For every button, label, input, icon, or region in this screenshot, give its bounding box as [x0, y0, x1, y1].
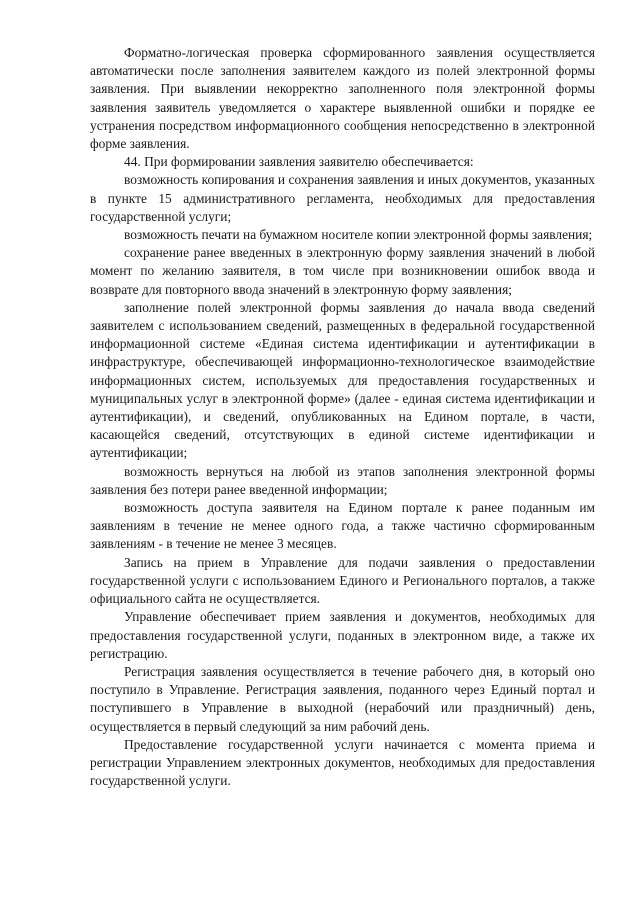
paragraph-item-44: 44. При формировании заявления заявителю обеспечивается:	[124, 154, 474, 170]
paragraph-appointment: Запись на прием в Управление для подачи заявления о предоставлении государственной услуги с использованием Единого и Регионального порталов, а также официального сайта не осуществляется.	[90, 554, 595, 607]
paragraph-return-step: возможность вернуться на любой из этапов заполнения электронной формы заявления без потери ранее введенной информации;	[90, 463, 595, 497]
paragraph-format-check: Форматно-логическая проверка сформированного заявления осуществляется автоматически после заполнения заявителем каждого из полей электронной формы заявления. При выявлении некорректно заполненного поля электронной формы заявления заявитель уведомляется о характере выявленной ошибки и порядке ее устранения посредством информационного сообщения непосредственно в электронной форме заявления.	[90, 45, 595, 152]
paragraph-save-values: сохранение ранее введенных в электронную форму заявления значений в любой момент по желанию заявителя, в том числе при возникновении ошибок ввода и возврате для повторного ввода значений в электронную форму заявления;	[90, 245, 595, 297]
paragraph-registration: Регистрация заявления осуществляется в течение рабочего дня, в который оно поступило в Управление. Регистрация заявления, поданного через Единый портал и поступившего в Управление в выходной (нерабочий или праздничный) день, осуществляется в первый следующий за ним рабочий день.	[90, 663, 595, 734]
document-page	[90, 44, 595, 790]
paragraph-acceptance: Управление обеспечивает прием заявления и документов, необходимых для предоставления государственной услуги, поданных в электронном виде, а также их регистрацию.	[90, 609, 595, 661]
paragraph-service-start: Предоставление государственной услуги начинается с момента приема и регистрации Управлением электронных документов, необходимых для предоставления государственной услуги.	[90, 736, 595, 789]
paragraph-prefill-fields: заполнение полей электронной формы заявления до начала ввода сведений заявителем с использованием сведений, размещенных в федеральной государственной информационной системе «Единая система идентификации и аутентификации в инфраструктуре, обеспечивающей информационно-технологическое взаимодействие информационных систем, используемых для предоставления государственных и муниципальных услуг в электронной форме» (далее - единая система идентификации и аутентификации), и сведений, опубликованных на Едином портале, в части, касающейся сведений, отсутствующих в единой системе идентификации и аутентификации;	[90, 299, 595, 461]
paragraph-print: возможность печати на бумажном носителе копии электронной формы заявления;	[124, 227, 593, 243]
paragraph-copy-save: возможность копирования и сохранения заявления и иных документов, указанных в пункте 15 административного регламента, необходимых для предоставления государственной услуги;	[90, 172, 595, 224]
paragraph-access-history: возможность доступа заявителя на Едином портале к ранее поданным им заявлениям в течение не менее одного года, а также частично сформированным заявлениям - в течение не менее 3 месяцев.	[90, 500, 595, 552]
